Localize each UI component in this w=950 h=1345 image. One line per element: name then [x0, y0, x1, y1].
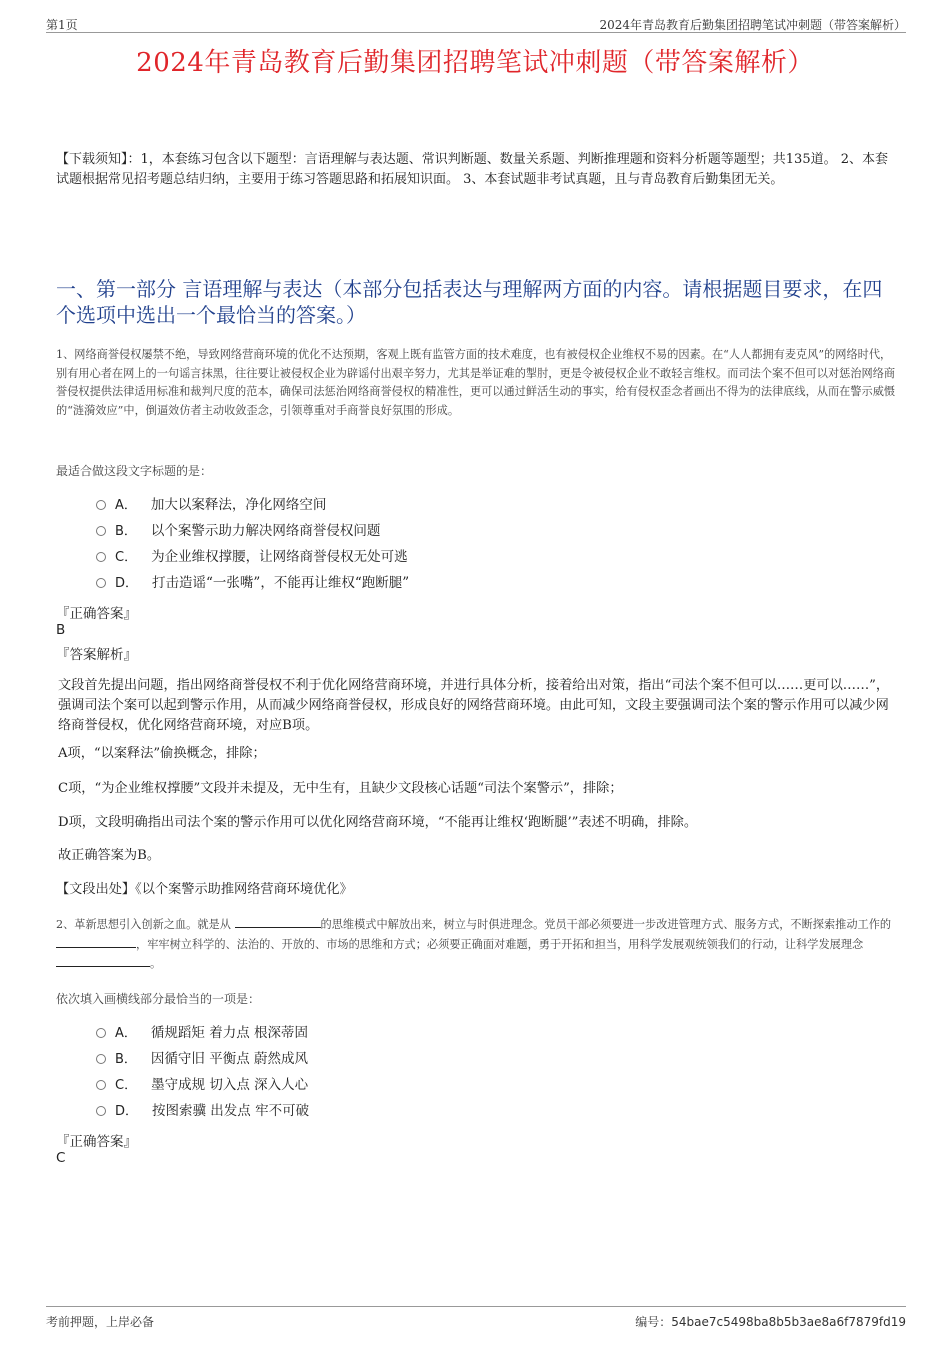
download-notice: 【下载须知】：1，本套练习包含以下题型：言语理解与表达题、常识判断题、数量关系题、判断推理题和资料分析题等题型；共135道。 2、本套试题根据常见招考题总结归纳，主要用于练习答题思路和拓展知识面。 3、本套试题非考试真题，且与青岛教育后勤集团无关。: [56, 152, 888, 187]
option-c[interactable]: C． 为企业维权撑腰，让网络商誉侵权无处可逃: [96, 544, 409, 570]
page-header: [46, 14, 906, 33]
radio-icon[interactable]: [96, 500, 106, 510]
option-d[interactable]: D． 打击造谣“一张嘴”，不能再让维权“跑断腿”: [96, 570, 409, 596]
header-doc-title: 2024年青岛教育后勤集团招聘笔试冲刺题（带答案解析）: [599, 18, 906, 32]
option-b[interactable]: B． 因循守旧 平衡点 蔚然成风: [96, 1046, 309, 1072]
fill-blank: [56, 935, 136, 948]
question-1-text: 1、网络商誉侵权屡禁不绝，导致网络营商环境的优化不达预期，客观上既有监管方面的技术难度，也有被侵权企业维权不易的因素。在“人人都拥有麦克风”的网络时代，别有用心者在网上的一句谣言抹黑，往往要让被侵权企业为辟谣付出艰辛努力，尤其是举证难的掣肘，更是令被侵权企业不敢轻言维权。而司法个案不但可以对惩治网络商誉侵权提供法律适用标准和裁判尺度的范本，确保司法惩治网络商誉侵权的精准性，更可以通过鲜活生动的事实，给有侵权歪念者画出不得为的法律底线，从而在警示威慑的“涟漪效应”中，倒逼效仿者主动收敛歪念，引领尊重对手商誉良好氛围的形成。: [56, 348, 896, 417]
analysis-option-a: A项，“以案释法”偷换概念，排除；: [58, 746, 266, 761]
option-a[interactable]: A． 加大以案释法，净化网络空间: [96, 492, 409, 518]
passage-source: 【文段出处】《以个案警示助推网络营商环境优化》: [56, 882, 353, 897]
question-2-prompt: 依次填入画横线部分最恰当的一项是：: [56, 992, 261, 1006]
analysis-paragraph: 文段首先提出问题，指出网络商誉侵权不利于优化网络营商环境，并进行具体分析，接着给出对策，指出“司法个案不但可以……更可以……”，强调司法个案可以起到警示作用，从而减少网络商誉侵权，形成良好的网络营商环境。由此可知，文段主要强调司法个案的警示作用可以减少网络商誉侵权，优化网络营商环境，对应B项。: [58, 678, 890, 733]
question-2-options: [96, 1020, 309, 1124]
radio-icon[interactable]: [96, 552, 106, 562]
radio-icon[interactable]: [96, 1080, 106, 1090]
fill-blank: [235, 915, 321, 928]
radio-icon[interactable]: [96, 1028, 106, 1038]
option-d[interactable]: D． 按图索骥 出发点 牢不可破: [96, 1098, 309, 1124]
page-number: 第1页: [46, 18, 78, 32]
section-heading: 一、第一部分 言语理解与表达（本部分包括表达与理解两方面的内容。请根据题目要求，在四个选项中选出一个最恰当的答案。）: [56, 277, 883, 327]
radio-icon[interactable]: [96, 1106, 106, 1116]
page-footer: [46, 1306, 906, 1333]
radio-icon[interactable]: [96, 1054, 106, 1064]
analysis-option-d: D项，文段明确指出司法个案的警示作用可以优化网络营商环境，“不能再让维权‘跑断腿’”表述不明确，排除。: [58, 815, 698, 830]
option-b[interactable]: B． 以个案警示助力解决网络商誉侵权问题: [96, 518, 409, 544]
footer-slogan: 考前押题，上岸必备: [46, 1315, 155, 1329]
option-a[interactable]: A． 循规蹈矩 着力点 根深蒂固: [96, 1020, 309, 1046]
analysis-label: 『答案解析』: [56, 647, 137, 663]
answer-label: 『正确答案』: [56, 1134, 137, 1150]
radio-icon[interactable]: [96, 526, 106, 536]
question-1-options: [96, 492, 409, 596]
analysis-conclusion: 故正确答案为B。: [58, 848, 161, 863]
answer-value: B: [56, 622, 66, 638]
radio-icon[interactable]: [96, 578, 106, 588]
option-c[interactable]: C． 墨守成规 切入点 深入人心: [96, 1072, 309, 1098]
analysis-option-c: C项，“为企业维权撑腰”文段并未提及，无中生有，且缺少文段核心话题“司法个案警示”，排除；: [58, 781, 623, 796]
question-2-text: 2、革新思想引入创新之血。就是从 的思维模式中解放出来，树立与时俱进理念。党员干部必须要进一步改进管理方式、服务方式，不断探索推动工作的 ，牢牢树立科学的、法治的、开放的、市场的思维和方式；必须要正确面对难题，勇于开拓和担当，用科学发展观统领我们的行动，让科学发展理念 。: [56, 915, 900, 974]
footer-code: 编号：54bae7c5498ba8b5b3ae8a6f7879fd19: [635, 1315, 906, 1329]
answer-value: C: [56, 1150, 66, 1166]
question-1-prompt: 最适合做这段文字标题的是：: [56, 464, 213, 478]
document-title: 2024年青岛教育后勤集团招聘笔试冲刺题（带答案解析）: [136, 48, 814, 78]
answer-label: 『正确答案』: [56, 606, 137, 622]
fill-blank: [56, 954, 150, 967]
